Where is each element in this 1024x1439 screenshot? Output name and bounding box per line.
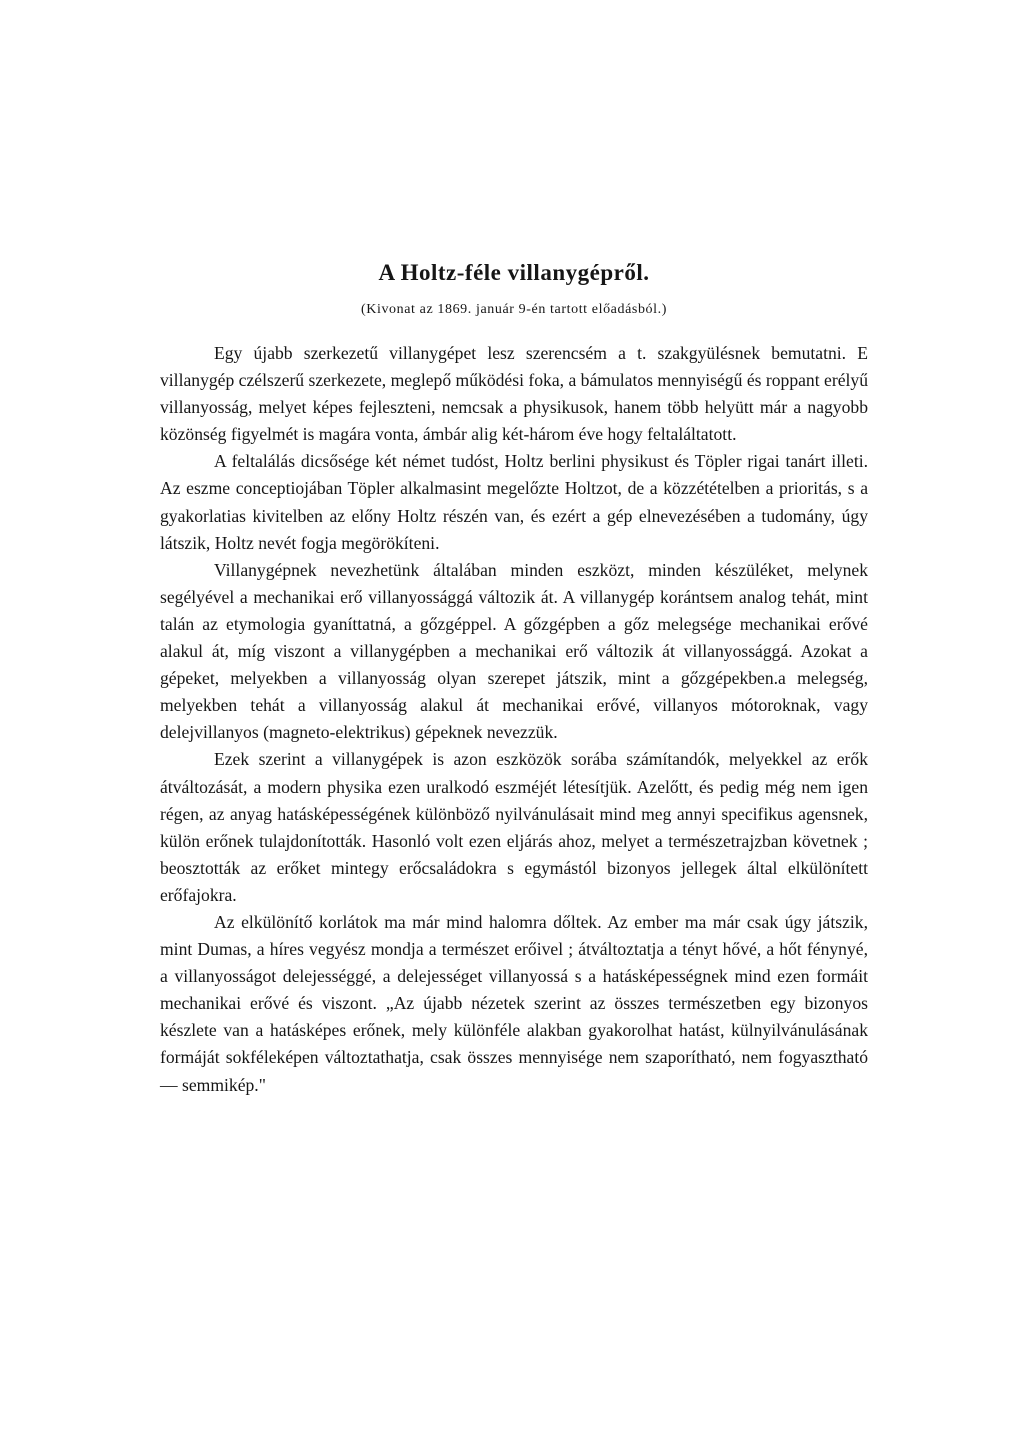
paragraph-1: Egy újabb szerkezetű villanygépet lesz szerencsém a t. szakgyülésnek bemutatni. E villanygép czélszerű szerkezete, meglepő működési foka, a bámulatos mennyiségű és roppant erélyű villanyosság, melyet képes fejleszteni, nemcsak a physikusok, hanem több helyütt már a nagyobb közönség figyelmét is magára vonta, ámbár alig két-három éve hogy feltaláltatott.: [160, 343, 868, 445]
document-title: A Holtz-féle villanygépről.: [378, 260, 650, 285]
paragraph-5: Az elkülönítő korlátok ma már mind halomra dőltek. Az ember ma már csak úgy játszik, mint Dumas, a híres vegyész mondja a természet erőivel ; átváltoztatja a tényt hővé, a hőt fénynyé, a villanyosságot delejességgé, a delejességet villanyossá s a hatásképességnek mind ezen formáit mechanikai erővé és viszont. „Az újabb nézetek szerint az összes természetben egy bizonyos készlete van a hatásképes erőnek, mely különféle alakban gyakorolhat hatást, külnyilvánulásának formáját sokféleképen változtathatja, csak összes mennyisége nem szaporítható, nem fogyasztható — semmikép.": [160, 911, 868, 1095]
paragraph-2: A feltalálás dicsősége két német tudóst, Holtz berlini physikust és Töpler rigai tanárt illeti. Az eszme conceptiojában Töpler alkalmasint megelőzte Holtzot, de a közzétételben a prioritás, s a gyakorlatias kivitelben az előny Holtz részén van, és ezért a gép elnevezésében a tudomány, úgy látszik, Holtz nevét fogja megörökíteni.: [160, 451, 868, 553]
paragraph-3: Villanygépnek nevezhetünk általában minden eszközt, minden készüléket, melynek segélyével a mechanikai erő villanyossággá változik át. A villanygép korántsem analog tehát, mint talán az etymologia gyaníttatná, a gőzgéppel. A gőzgépben a gőz melegsége mechanikai erővé alakul át, míg viszont a villanygépben a mechanikai erő változik át villanyossággá. Azokat a gépeket, melyekben a villanyosság olyan szerepet játszik, mint a gőzgépekben.a melegség, melyekben tehát a villanyosság alakul át mechanikai erővé, villanyos mótoroknak, vagy delejvillanyos (magneto-elektrikus) gépeknek nevezzük.: [160, 559, 868, 743]
document-subtitle: (Kivonat az 1869. január 9-én tartott előadásból.): [360, 302, 667, 317]
document-page: [160, 258, 868, 1099]
paragraph-4: Ezek szerint a villanygépek is azon eszközök sorába számítandók, melyekkel az erők átváltozását, a modern physika ezen uralkodó eszméjét létesítjük. Azelőtt, és pedig még nem igen régen, az anyag hatásképességének különböző nyilvánulásait mind meg annyi specifikus agensnek, külön erőnek tulajdonították. Hasonló volt ezen eljárás ahoz, melyet a természetrajzban követnek ; beosztották az erőket mintegy erőcsaládokra s egymástól bizonyos jellegek által elkülönített erőfajokra.: [160, 749, 868, 905]
